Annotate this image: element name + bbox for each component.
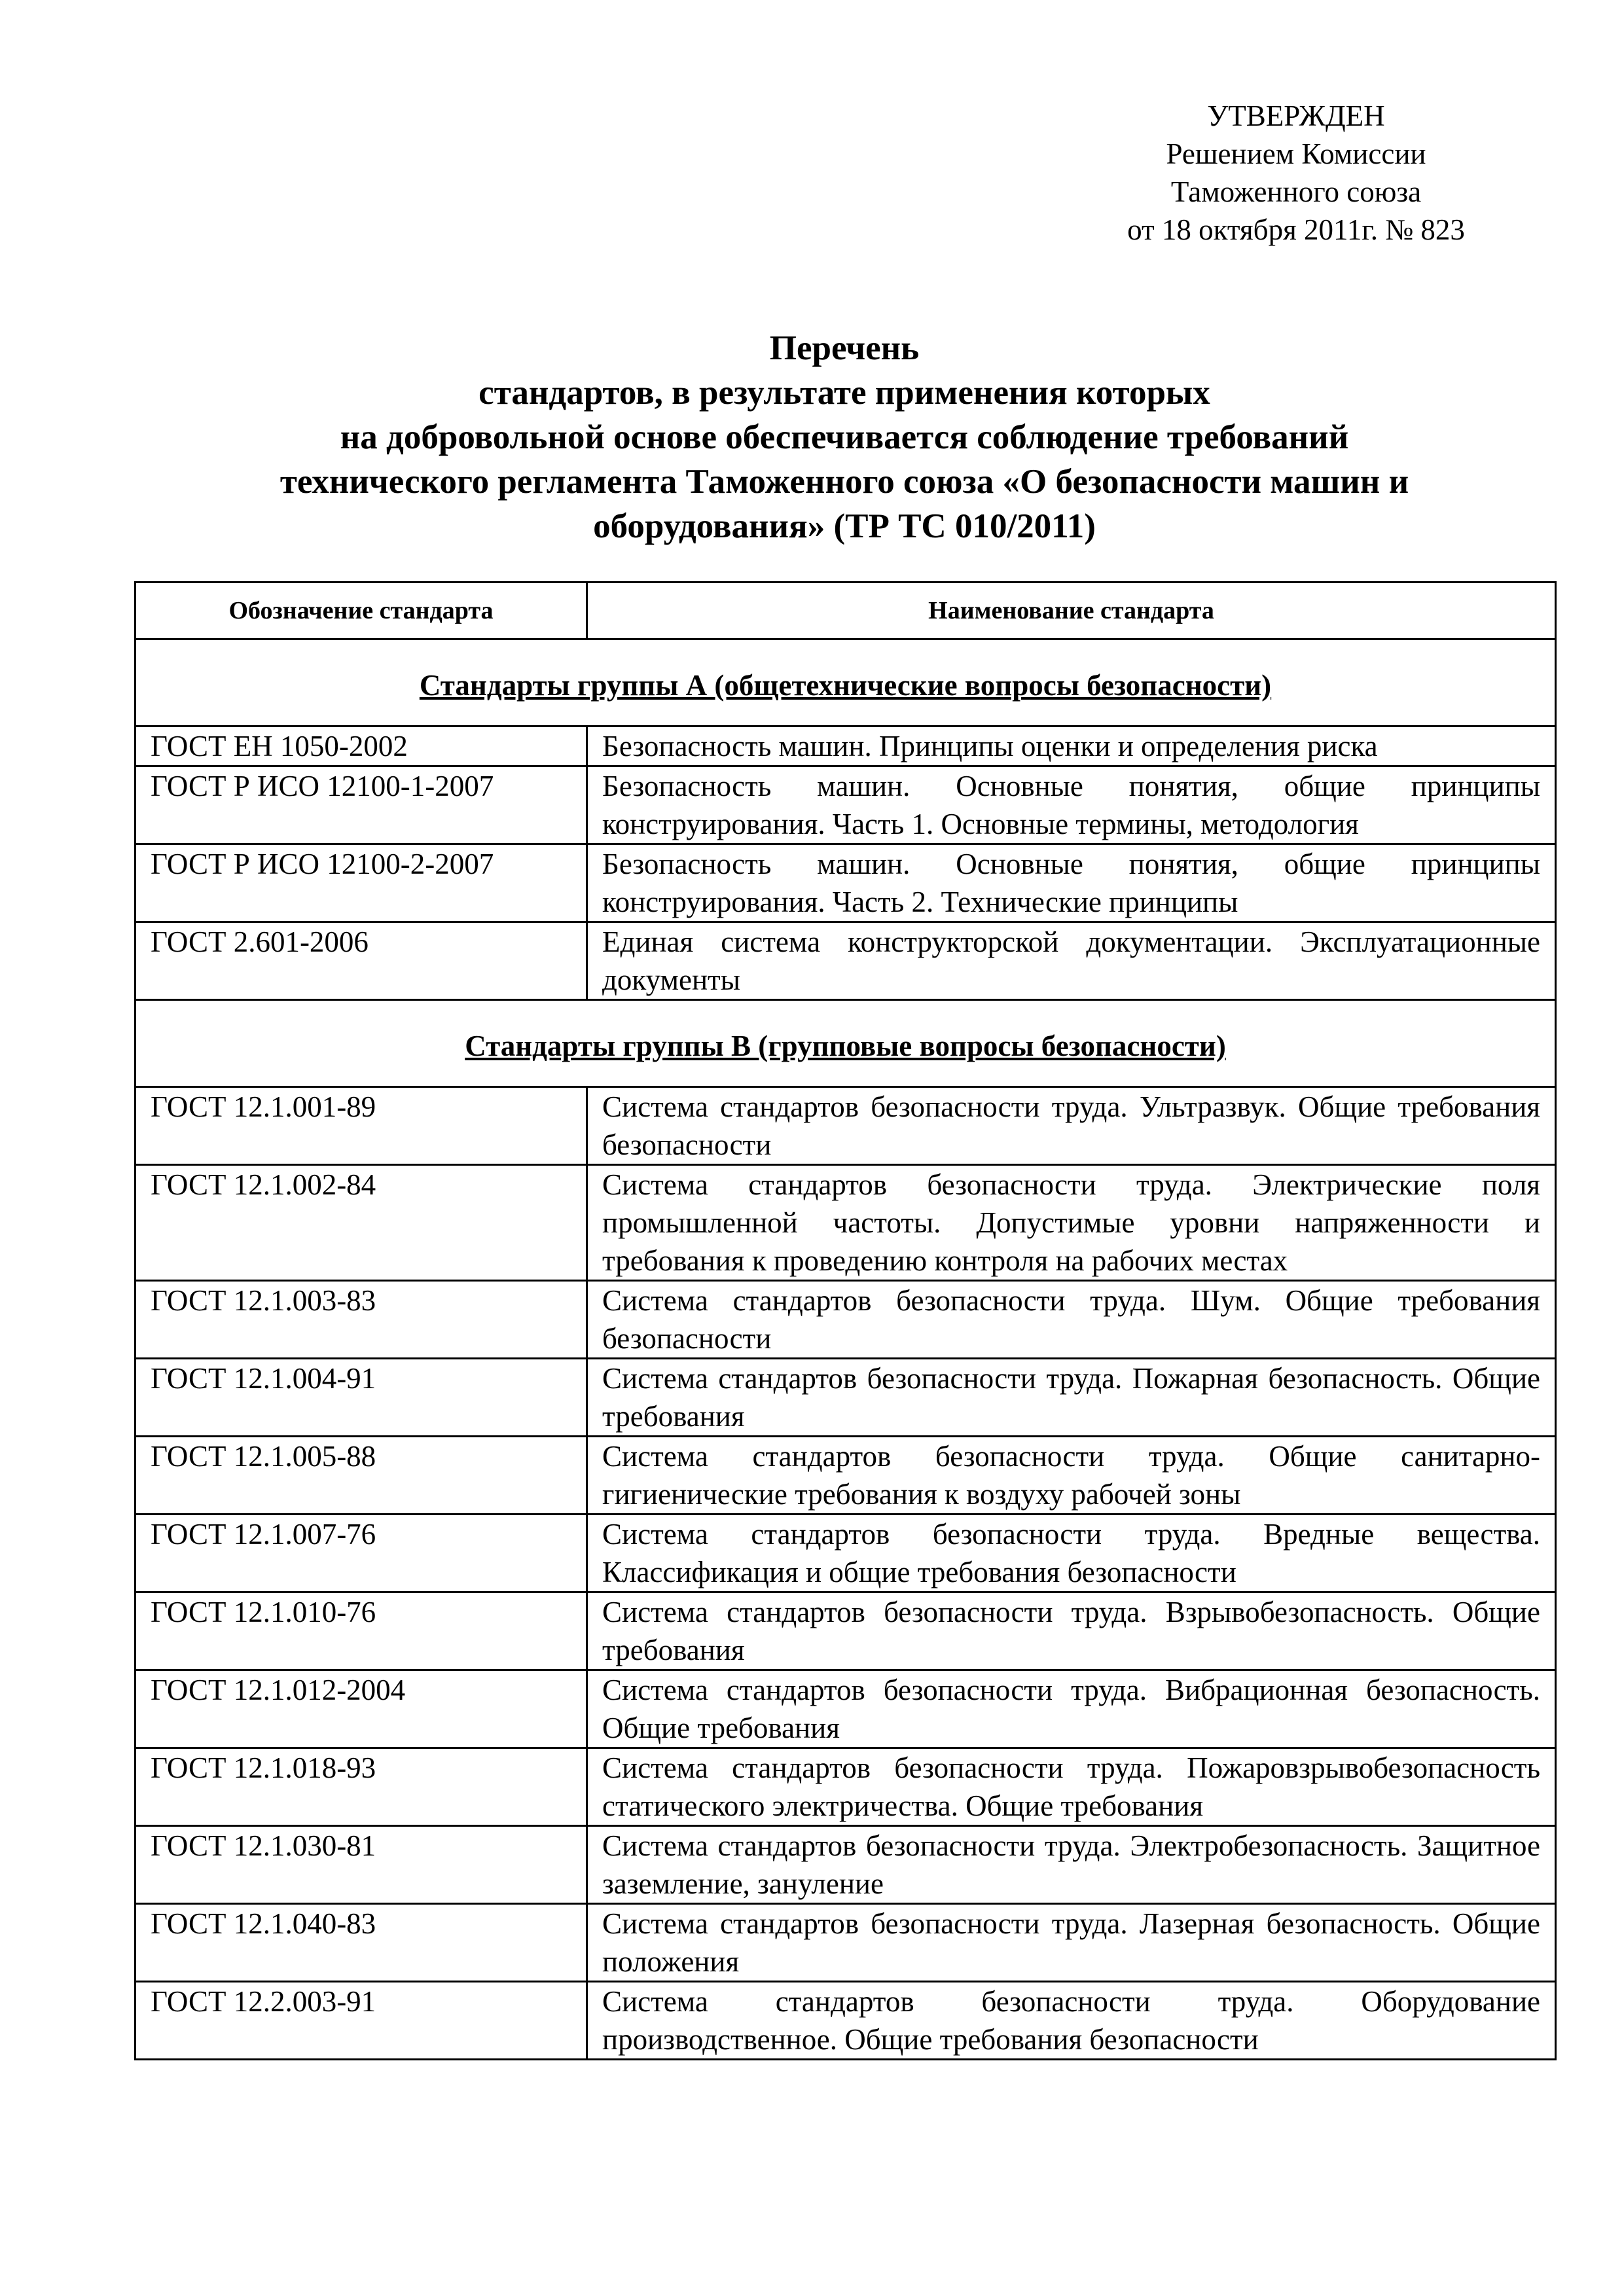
standard-name: Система стандартов безопасности труда. Электробезопасность. Защитное заземление, зануление: [587, 1826, 1556, 1904]
table-row: [135, 1437, 1556, 1515]
standard-name: Система стандартов безопасности труда. Вредные вещества. Классификация и общие требования безопасности: [587, 1515, 1556, 1592]
standard-code: ГОСТ 12.2.003-91: [135, 1982, 587, 2060]
standard-code: ГОСТ Р ИСО 12100-2-2007: [135, 844, 587, 922]
standard-name: Безопасность машин. Основные понятия, общие принципы конструирования. Часть 1. Основные термины, методология: [587, 766, 1556, 844]
standard-code: ГОСТ ЕН 1050-2002: [135, 726, 587, 766]
group-b-title: Стандарты группы В (групповые вопросы безопасности): [465, 1030, 1226, 1062]
table-row: [135, 1281, 1556, 1359]
table-row: [135, 1359, 1556, 1437]
standard-code: ГОСТ 2.601-2006: [135, 922, 587, 1000]
standard-name: Система стандартов безопасности труда. Оборудование производственное. Общие требования безопасности: [587, 1982, 1556, 2060]
approval-authority-org: Таможенного союза: [1170, 175, 1422, 208]
table-row: [135, 766, 1556, 844]
standard-name: Система стандартов безопасности труда. Общие санитарно-гигиенические требования к воздуху рабочей зоны: [587, 1437, 1556, 1515]
standard-code: ГОСТ 12.1.040-83: [135, 1904, 587, 1982]
table-row: [135, 1826, 1556, 1904]
standard-code: ГОСТ 12.1.004-91: [135, 1359, 587, 1437]
standard-name: Система стандартов безопасности труда. Лазерная безопасность. Общие положения: [587, 1904, 1556, 1982]
standard-name: Система стандартов безопасности труда. Электрические поля промышленной частоты. Допустимые уровни напряженности и требования к проведению контроля на рабочих местах: [587, 1165, 1556, 1281]
standard-name: Безопасность машин. Основные понятия, общие принципы конструирования. Часть 2. Технические принципы: [587, 844, 1556, 922]
standard-name: Система стандартов безопасности труда. Пожаровзрывобезопасность статического электричества. Общие требования: [587, 1748, 1556, 1826]
table-row: [135, 1165, 1556, 1281]
table-row: [135, 1748, 1556, 1826]
table-row: [135, 726, 1556, 766]
title-line-4: технического регламента Таможенного союза «О безопасности машин и: [280, 463, 1409, 501]
table-row: [135, 1904, 1556, 1982]
standard-code: ГОСТ 12.1.005-88: [135, 1437, 587, 1515]
approval-status: УТВЕРЖДЕН: [1207, 99, 1385, 132]
column-header-designation: Обозначение стандарта: [135, 583, 587, 639]
standard-name: Безопасность машин. Принципы оценки и определения риска: [587, 726, 1556, 766]
standard-name: Система стандартов безопасности труда. Взрывобезопасность. Общие требования: [587, 1592, 1556, 1670]
table-row: [135, 922, 1556, 1000]
standard-code: ГОСТ 12.1.003-83: [135, 1281, 587, 1359]
title-line-5: оборудования» (ТР ТС 010/2011): [593, 507, 1096, 545]
standard-code: ГОСТ 12.1.001-89: [135, 1087, 587, 1165]
standard-code: ГОСТ 12.1.007-76: [135, 1515, 587, 1592]
standard-name: Единая система конструкторской документации. Эксплуатационные документы: [587, 922, 1556, 1000]
approval-stamp: [1067, 97, 1525, 249]
standard-code: ГОСТ 12.1.030-81: [135, 1826, 587, 1904]
table-header-row: [135, 583, 1556, 639]
standard-name: Система стандартов безопасности труда. Ультразвук. Общие требования безопасности: [587, 1087, 1556, 1165]
table-row: [135, 1515, 1556, 1592]
standard-code: ГОСТ 12.1.018-93: [135, 1748, 587, 1826]
title-line-3: на добровольной основе обеспечивается соблюдение требований: [340, 418, 1349, 456]
table-row: [135, 1670, 1556, 1748]
standard-code: ГОСТ Р ИСО 12100-1-2007: [135, 766, 587, 844]
standard-name: Система стандартов безопасности труда. Вибрационная безопасность. Общие требования: [587, 1670, 1556, 1748]
group-a-title: Стандарты группы А (общетехнические вопросы безопасности): [419, 669, 1272, 702]
title-line-1: Перечень: [769, 329, 920, 367]
standard-code: ГОСТ 12.1.002-84: [135, 1165, 587, 1281]
standard-name: Система стандартов безопасности труда. Шум. Общие требования безопасности: [587, 1281, 1556, 1359]
table-row: [135, 1982, 1556, 2060]
approval-date: от 18 октября 2011г. № 823: [1127, 213, 1465, 246]
standards-table: [134, 581, 1557, 2060]
approval-authority: Решением Комиссии: [1166, 137, 1426, 170]
table-row: [135, 1592, 1556, 1670]
standard-code: ГОСТ 12.1.012-2004: [135, 1670, 587, 1748]
table-row: [135, 844, 1556, 922]
standard-code: ГОСТ 12.1.010-76: [135, 1592, 587, 1670]
table-row: [135, 1087, 1556, 1165]
standard-name: Система стандартов безопасности труда. Пожарная безопасность. Общие требования: [587, 1359, 1556, 1437]
group-a-row: [135, 639, 1556, 726]
group-b-row: [135, 1000, 1556, 1087]
title-line-2: стандартов, в результате применения которых: [478, 374, 1210, 412]
column-header-name: Наименование стандарта: [587, 583, 1556, 639]
document-title: [134, 326, 1555, 548]
